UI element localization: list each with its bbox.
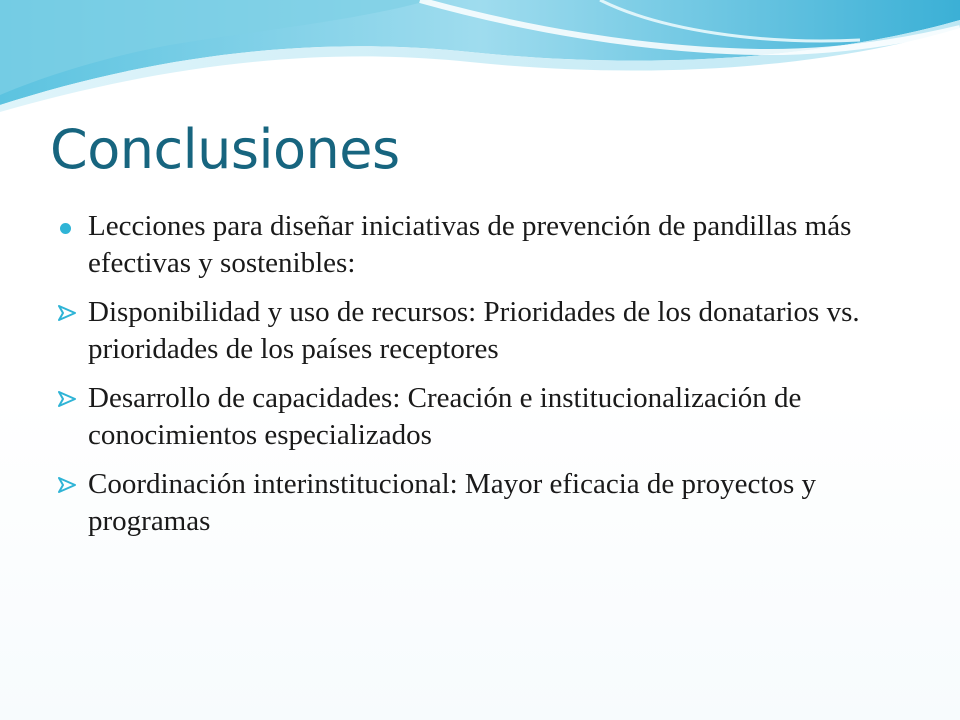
list-item	[58, 208, 918, 282]
bullet-list	[58, 208, 918, 552]
list-item-text: Lecciones para diseñar iniciativas de prevención de pandillas más efectivas y sostenibles:	[88, 210, 852, 279]
arrow-icon	[58, 391, 76, 407]
list-item-text: Disponibilidad y uso de recursos: Prioridades de los donatarios vs. prioridades de los países receptores	[88, 296, 860, 365]
list-item-text: Coordinación interinstitucional: Mayor eficacia de proyectos y programas	[88, 468, 816, 537]
list-item	[58, 380, 918, 454]
arrow-icon	[58, 477, 76, 493]
list-item-text: Desarrollo de capacidades: Creación e institucionalización de conocimientos especializados	[88, 382, 802, 451]
arrow-icon	[58, 305, 76, 321]
list-item	[58, 294, 918, 368]
header-wave-decoration	[0, 0, 960, 120]
dot-icon	[60, 223, 71, 234]
list-item	[58, 466, 918, 540]
slide-title: Conclusiones	[50, 118, 400, 181]
